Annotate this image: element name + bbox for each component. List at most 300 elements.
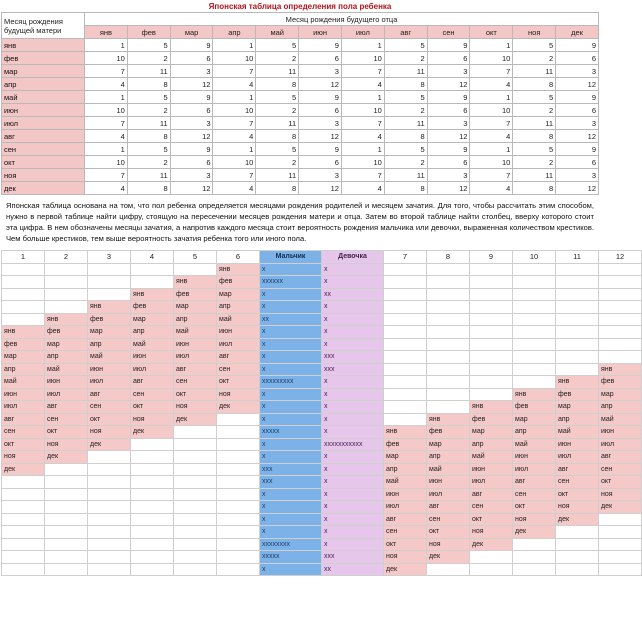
column-number-11: 11 [556,251,599,264]
table-row [2,326,642,339]
girl-probability: x [322,426,384,439]
empty-cell [174,263,217,276]
girl-probability: x [322,388,384,401]
empty-cell [88,463,131,476]
empty-cell [556,351,599,364]
conception-month: мар [513,413,556,426]
empty-cell [2,276,45,289]
empty-cell [2,488,45,501]
cell-value: 5 [384,39,427,52]
empty-cell [384,401,427,414]
girl-probability: x [322,501,384,514]
conception-month: май [131,338,174,351]
table-row [2,182,599,195]
mother-month-апр: апр [2,78,85,91]
conception-month: сен [217,363,260,376]
empty-cell [599,263,642,276]
boy-probability: xxxxxxxxx [260,376,322,389]
column-number-2: 2 [45,251,88,264]
conception-month: июн [599,426,642,439]
empty-cell [470,288,513,301]
empty-cell [384,313,427,326]
cell-value: 12 [427,78,470,91]
table-row [2,104,599,117]
cell-value: 2 [513,52,556,65]
conception-month: сен [599,463,642,476]
conception-month: мар [131,313,174,326]
girl-probability: xxxxxxxxxxx [322,438,384,451]
cell-value: 8 [256,130,299,143]
conception-month: окт [384,538,427,551]
cell-value: 3 [556,117,599,130]
conception-month: июн [2,388,45,401]
cell-value: 1 [470,39,513,52]
girl-probability: x [322,413,384,426]
conception-month: янв [131,288,174,301]
conception-month: июн [384,488,427,501]
cell-value: 1 [85,143,128,156]
boy-probability: x [260,301,322,314]
conception-month: фев [88,313,131,326]
conception-month: янв [384,426,427,439]
cell-value: 7 [470,65,513,78]
conception-month: сен [174,376,217,389]
conception-month: июн [88,363,131,376]
cell-value: 9 [427,143,470,156]
table-row [2,288,642,301]
cell-value: 3 [299,65,342,78]
conception-month: янв [513,388,556,401]
empty-cell [384,288,427,301]
conception-month: авг [88,388,131,401]
cell-value: 9 [170,91,213,104]
father-month-header-апр: апр [213,26,256,39]
boy-column-header: Мальчик [260,251,322,264]
cell-value: 8 [513,78,556,91]
mother-month-дек: дек [2,182,85,195]
cell-value: 1 [213,143,256,156]
column-number-9: 9 [470,251,513,264]
conception-month: июн [45,376,88,389]
cell-value: 6 [299,52,342,65]
table-row [2,143,599,156]
conception-month: ноя [470,526,513,539]
empty-cell [217,451,260,464]
conception-month: апр [513,426,556,439]
empty-cell [513,538,556,551]
empty-cell [131,451,174,464]
empty-cell [599,326,642,339]
boy-probability: xxxxx [260,551,322,564]
conception-month: мар [88,326,131,339]
cell-value: 10 [341,52,384,65]
cell-value: 11 [513,169,556,182]
empty-cell [131,538,174,551]
empty-cell [2,513,45,526]
empty-cell [217,551,260,564]
conception-month: янв [470,401,513,414]
cell-value: 1 [341,91,384,104]
empty-cell [88,476,131,489]
empty-cell [384,388,427,401]
cell-value: 6 [427,156,470,169]
cell-value: 5 [256,91,299,104]
father-month-header-фев: фев [127,26,170,39]
conception-month: ноя [599,488,642,501]
table-row [2,401,642,414]
empty-cell [470,313,513,326]
girl-probability: x [322,338,384,351]
cell-value: 8 [127,182,170,195]
cell-value: 2 [256,104,299,117]
empty-cell [470,301,513,314]
cell-value: 11 [256,169,299,182]
conception-month: май [599,413,642,426]
empty-cell [556,363,599,376]
conception-month-table [1,250,642,576]
empty-cell [217,413,260,426]
father-month-header-авг: авг [384,26,427,39]
conception-month: фев [131,301,174,314]
conception-month: сен [556,476,599,489]
empty-cell [45,463,88,476]
girl-column-header: Девочка [322,251,384,264]
cell-value: 7 [213,169,256,182]
cell-value: 1 [341,39,384,52]
table-row [2,501,642,514]
cell-value: 4 [213,78,256,91]
cell-value: 11 [127,65,170,78]
empty-cell [217,463,260,476]
table-row [2,413,642,426]
conception-month: дек [384,563,427,576]
table-row [2,538,642,551]
empty-cell [470,376,513,389]
cell-value: 6 [170,156,213,169]
empty-cell [513,326,556,339]
boy-probability: x [260,401,322,414]
empty-cell [88,551,131,564]
empty-cell [427,563,470,576]
empty-cell [599,526,642,539]
conception-month: дек [217,401,260,414]
empty-cell [384,363,427,376]
empty-cell [556,538,599,551]
empty-cell [88,263,131,276]
empty-cell [384,413,427,426]
empty-cell [384,301,427,314]
cell-value: 2 [513,104,556,117]
conception-month: окт [45,426,88,439]
empty-cell [427,376,470,389]
empty-cell [2,476,45,489]
conception-month: ноя [88,426,131,439]
cell-value: 7 [85,117,128,130]
empty-cell [2,551,45,564]
father-month-header-мар: мар [170,26,213,39]
empty-cell [427,326,470,339]
empty-cell [513,313,556,326]
empty-cell [599,313,642,326]
conception-month: дек [556,513,599,526]
empty-cell [2,301,45,314]
empty-cell [513,563,556,576]
cell-value: 10 [85,156,128,169]
empty-cell [470,263,513,276]
father-month-header-май: май [256,26,299,39]
conception-month: фев [556,388,599,401]
empty-cell [556,301,599,314]
cell-value: 8 [127,78,170,91]
cell-value: 3 [299,117,342,130]
cell-value: 5 [256,143,299,156]
boy-probability: x [260,526,322,539]
empty-cell [131,513,174,526]
empty-cell [2,563,45,576]
boy-probability: x [260,363,322,376]
boy-probability: x [260,338,322,351]
empty-cell [470,326,513,339]
cell-value: 3 [427,117,470,130]
conception-month: май [88,351,131,364]
cell-value: 9 [299,91,342,104]
table-row [2,376,642,389]
description-paragraph: Японская таблица основана на том, что пол ребенка определяется месяцами рождения родителей и месяцем зачатия. Для того, чтобы рассчитать этим способом, нужно в первой таблице найти цифру, стоящую на пересечении месяцев рождения матери и отца. Затем во второй таблице найти столбец, вверху которого стоит эта цифра. В нем обозначены месяцы зачатия, а напротив каждого месяца стоит вероятность рождения мальчика или девочки, выраженная количеством крестиков. Чем больше крестиков, тем выше вероятность зачатия ребенка того или иного пола. [6,201,594,243]
table-row [2,426,642,439]
empty-cell [384,276,427,289]
cell-value: 3 [299,169,342,182]
conception-month: дек [2,463,45,476]
table-row [2,388,642,401]
cell-value: 5 [513,91,556,104]
empty-cell [470,363,513,376]
conception-month: авг [174,363,217,376]
empty-cell [599,513,642,526]
cell-value: 12 [299,130,342,143]
corner-header [2,13,85,39]
mother-month-авг: авг [2,130,85,143]
cell-value: 10 [470,156,513,169]
table-row [2,13,599,26]
empty-cell [427,263,470,276]
father-month-header-июн: июн [299,26,342,39]
empty-cell [556,563,599,576]
cell-value: 3 [170,169,213,182]
conception-month: апр [427,451,470,464]
cell-value: 6 [299,156,342,169]
boy-probability: xxxxxx [260,276,322,289]
table-row [2,463,642,476]
conception-month: окт [513,501,556,514]
conception-month: ноя [2,451,45,464]
cell-value: 11 [513,117,556,130]
boy-probability: xxx [260,476,322,489]
cell-value: 10 [470,104,513,117]
cell-value: 6 [556,104,599,117]
empty-cell [556,276,599,289]
conception-month: сен [45,413,88,426]
cell-value: 5 [127,39,170,52]
cell-value: 10 [213,156,256,169]
empty-cell [174,563,217,576]
cell-value: 8 [127,130,170,143]
cell-value: 11 [127,169,170,182]
conception-month: апр [556,413,599,426]
column-number-1: 1 [2,251,45,264]
conception-month: май [217,313,260,326]
mother-month-янв: янв [2,39,85,52]
corner-header-line1: Месяц рождения [4,16,63,26]
conception-month: авг [513,476,556,489]
cell-value: 11 [384,65,427,78]
conception-month: май [174,326,217,339]
empty-cell [131,276,174,289]
empty-cell [513,301,556,314]
cell-value: 8 [513,130,556,143]
cell-value: 4 [85,78,128,91]
conception-month: авг [556,463,599,476]
conception-month: дек [45,451,88,464]
conception-month: янв [88,301,131,314]
empty-cell [174,501,217,514]
conception-month: окт [88,413,131,426]
conception-month: ноя [427,538,470,551]
empty-cell [2,501,45,514]
father-month-header-окт: окт [470,26,513,39]
empty-cell [88,563,131,576]
cell-value: 9 [299,143,342,156]
table-row [2,276,642,289]
cell-value: 5 [127,143,170,156]
empty-cell [88,526,131,539]
empty-cell [556,313,599,326]
boy-probability: x [260,413,322,426]
cell-value: 5 [513,39,556,52]
conception-month: сен [470,501,513,514]
empty-cell [217,426,260,439]
cell-value: 11 [256,65,299,78]
cell-value: 12 [170,78,213,91]
table-row [2,338,642,351]
conception-month: авг [2,413,45,426]
column-number-6: 6 [217,251,260,264]
conception-month: дек [427,551,470,564]
conception-month: май [556,426,599,439]
boy-probability: xx [260,313,322,326]
conception-month: фев [2,338,45,351]
cell-value: 12 [556,130,599,143]
top-header: Месяц рождения будущего отца [85,13,599,26]
empty-cell [427,276,470,289]
empty-cell [384,338,427,351]
cell-value: 11 [384,117,427,130]
conception-month: сен [384,526,427,539]
conception-month: июл [470,476,513,489]
cell-value: 3 [170,65,213,78]
cell-value: 4 [341,130,384,143]
mother-month-фев: фев [2,52,85,65]
column-number-5: 5 [174,251,217,264]
cell-value: 6 [427,104,470,117]
empty-cell [513,288,556,301]
empty-cell [470,338,513,351]
conception-month: июн [174,338,217,351]
table-row [2,78,599,91]
empty-cell [470,276,513,289]
cell-value: 2 [384,52,427,65]
conception-month: окт [2,438,45,451]
cell-value: 11 [513,65,556,78]
empty-cell [174,451,217,464]
column-number-8: 8 [427,251,470,264]
empty-cell [174,476,217,489]
conception-month: мар [599,388,642,401]
column-number-10: 10 [513,251,556,264]
girl-probability: xxx [322,363,384,376]
girl-probability: x [322,513,384,526]
conception-month: июл [513,463,556,476]
conception-month: фев [384,438,427,451]
conception-month: июл [599,438,642,451]
table-row [2,251,642,264]
conception-month: ноя [384,551,427,564]
conception-month: июн [470,463,513,476]
conception-month: фев [45,326,88,339]
cell-value: 4 [341,78,384,91]
conception-month: дек [513,526,556,539]
cell-value: 5 [384,91,427,104]
cell-value: 1 [85,91,128,104]
cell-value: 1 [470,143,513,156]
mother-month-окт: окт [2,156,85,169]
cell-value: 11 [127,117,170,130]
column-number-12: 12 [599,251,642,264]
empty-cell [556,551,599,564]
table-row [2,169,599,182]
cell-value: 5 [384,143,427,156]
cell-value: 5 [256,39,299,52]
page-title: Японская таблица определения пола ребенка [208,2,392,11]
father-month-header-июл: июл [341,26,384,39]
cell-value: 2 [127,52,170,65]
cell-value: 12 [299,78,342,91]
empty-cell [470,551,513,564]
conception-month: май [513,438,556,451]
cell-value: 2 [127,156,170,169]
conception-month: фев [470,413,513,426]
conception-month: июл [384,501,427,514]
cell-value: 7 [470,117,513,130]
mother-month-май: май [2,91,85,104]
cell-value: 6 [556,52,599,65]
cell-value: 10 [85,104,128,117]
empty-cell [174,463,217,476]
conception-month: ноя [217,388,260,401]
empty-cell [556,263,599,276]
cell-value: 8 [256,78,299,91]
table-row [2,39,599,52]
cell-value: 2 [384,156,427,169]
cell-value: 4 [470,130,513,143]
empty-cell [513,276,556,289]
empty-cell [45,276,88,289]
table-row [2,363,642,376]
table-row [2,117,599,130]
boy-probability: x [260,288,322,301]
conception-month: апр [384,463,427,476]
conception-month: июл [217,338,260,351]
table-row [2,52,599,65]
